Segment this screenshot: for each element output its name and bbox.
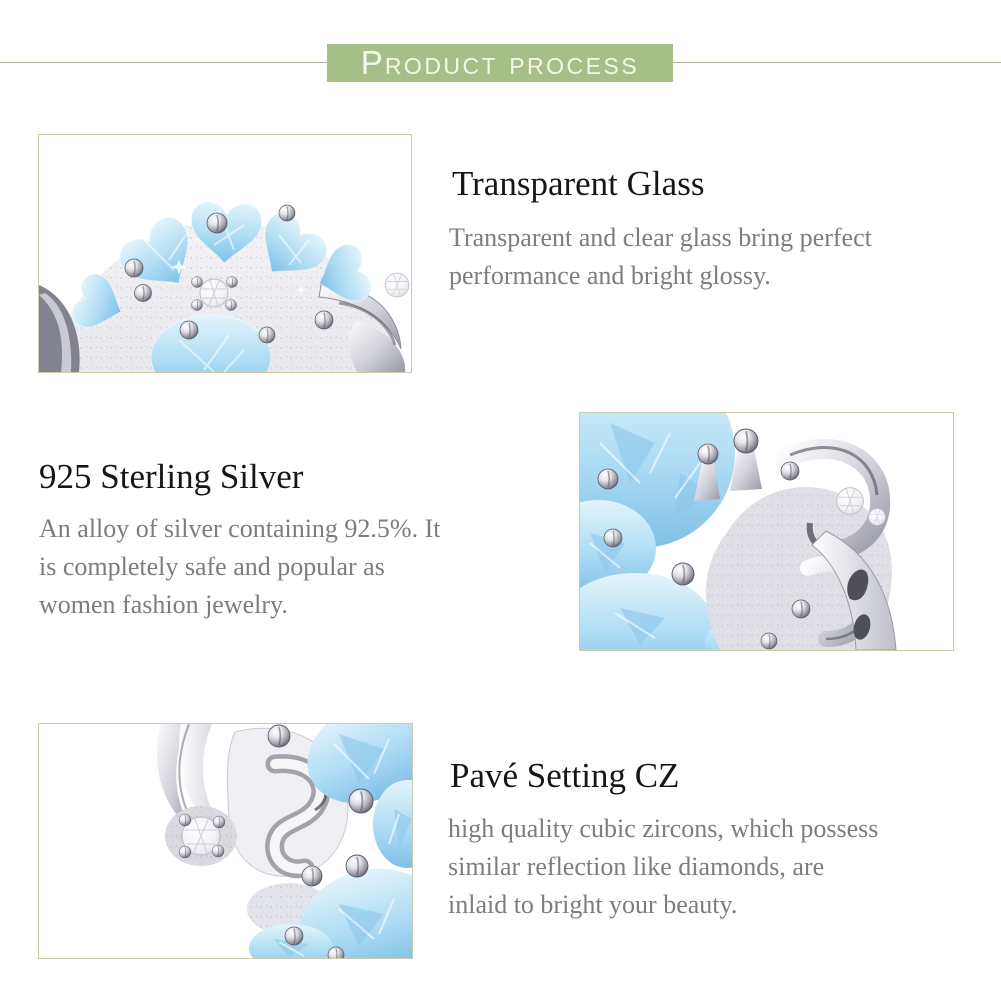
- body-line: performance and bright glossy.: [449, 261, 771, 290]
- section-body-pave-setting-cz: [448, 810, 878, 924]
- photo-sterling-silver: [579, 412, 954, 651]
- body-line: high quality cubic zircons, which possess: [448, 814, 879, 843]
- header-banner: [327, 44, 673, 82]
- body-line: is completely safe and popular as: [39, 552, 385, 581]
- charm-top-illustration: [39, 135, 411, 372]
- body-line: similar reflection like diamonds, are: [448, 852, 825, 881]
- photo-transparent-glass: [38, 134, 412, 373]
- body-line: women fashion jewelry.: [39, 590, 288, 619]
- section-title-transparent-glass: Transparent Glass: [452, 164, 705, 203]
- header-title-initial: P: [360, 44, 385, 81]
- charm-side-illustration: [580, 413, 953, 650]
- photo-pave-setting-cz: [38, 723, 413, 959]
- header-title-rest: RODUCT: [384, 53, 499, 79]
- charm-detail-illustration: [39, 724, 412, 958]
- section-body-sterling-silver: [39, 510, 440, 624]
- header-title-word2: PROCESS: [509, 53, 640, 79]
- body-line: inlaid to bright your beauty.: [448, 890, 738, 919]
- body-line: Transparent and clear glass bring perfect: [449, 223, 872, 252]
- section-title-sterling-silver: 925 Sterling Silver: [39, 457, 304, 496]
- section-title-pave-setting-cz: Pavé Setting CZ: [450, 756, 680, 795]
- section-body-transparent-glass: [449, 219, 872, 295]
- body-line: An alloy of silver containing 92.5%. It: [39, 514, 441, 543]
